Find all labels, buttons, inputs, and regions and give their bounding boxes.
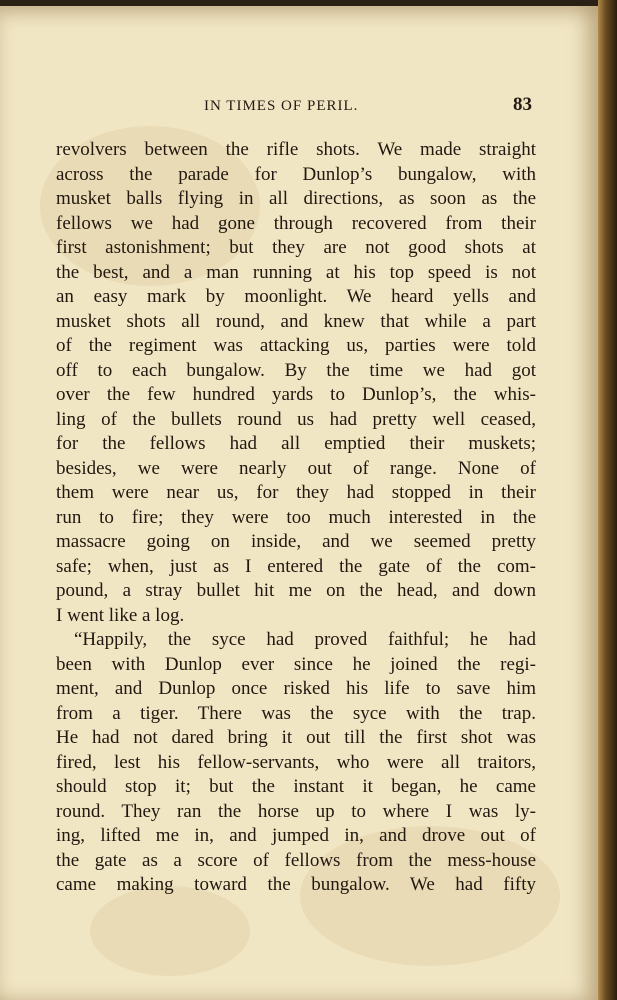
text-line: fellows we had gone through recovered from their (56, 212, 536, 234)
text-line: ing, lifted me in, and jumped in, and drove out of (56, 825, 536, 846)
body-text (56, 138, 536, 898)
text-line: He had not dared bring it out till the first shot was (56, 727, 536, 748)
text-line: revolvers between the rifle shots. We made straight (56, 139, 536, 160)
text-line: round. They ran the horse up to where I was ly- (56, 800, 536, 822)
text-line: the best, and a man running at his top speed is not (56, 261, 536, 283)
text-line: for the fellows had all emptied their muskets; (56, 433, 536, 454)
text-line: an easy mark by moonlight. We heard yells and (56, 286, 536, 307)
text-line: been with Dunlop ever since he joined the regi- (56, 653, 536, 675)
text-line: them were near us, for they had stopped in their (56, 482, 536, 503)
text-line: of the regiment was attacking us, parties were told (56, 335, 536, 356)
text-line: musket balls flying in all directions, as soon as the (56, 188, 536, 209)
text-line: off to each bungalow. By the time we had got (56, 359, 536, 381)
text-line: ling of the bullets round us had pretty well ceased, (56, 408, 536, 430)
text-line: ment, and Dunlop once risked his life to save him (56, 678, 536, 699)
text-line: should stop it; but the instant it began, he came (56, 776, 536, 797)
page-number: 83 (513, 94, 532, 115)
text-line: I went like a log. (56, 604, 185, 626)
book-page (0, 6, 598, 1000)
text-line: fired, lest his fellow-servants, who were all traitors, (56, 751, 536, 773)
text-line: “Happily, the syce had proved faithful; he had (74, 629, 536, 650)
text-line: besides, we were nearly out of range. None of (56, 457, 536, 479)
text-line: run to fire; they were too much interested in the (56, 506, 536, 528)
text-line: massacre going on inside, and we seemed pretty (56, 531, 536, 552)
text-line: the gate as a score of fellows from the mess-house (56, 849, 536, 871)
text-line: came making toward the bungalow. We had fifty (56, 874, 536, 895)
text-line: safe; when, just as I entered the gate of the com- (56, 555, 536, 577)
text-line: from a tiger. There was the syce with the trap. (56, 702, 536, 724)
text-line: first astonishment; but they are not good shots at (56, 237, 536, 258)
book-spine-edge (598, 0, 617, 1000)
text-line: pound, a stray bullet hit me on the head, and down (56, 580, 536, 601)
text-line: over the few hundred yards to Dunlop’s, the whis- (56, 384, 536, 405)
paper-stain (90, 886, 250, 976)
running-head: IN TIMES OF PERIL. (204, 98, 359, 114)
text-line: across the parade for Dunlop’s bungalow, with (56, 163, 536, 185)
text-line: musket shots all round, and knew that while a part (56, 310, 536, 332)
